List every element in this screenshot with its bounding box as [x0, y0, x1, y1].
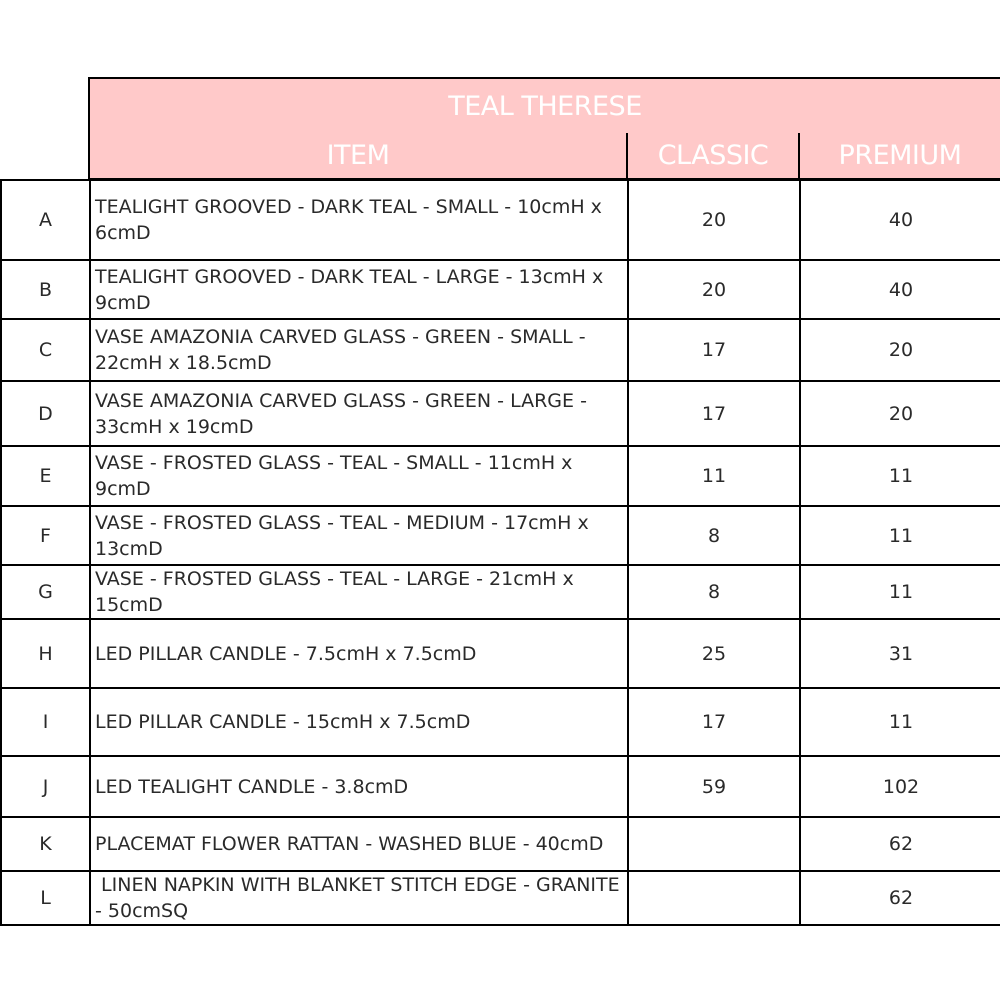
row-letter: J: [1, 756, 90, 817]
row-item: PLACEMAT FLOWER RATTAN - WASHED BLUE - 40cmD: [90, 817, 628, 871]
table-row: [1, 619, 1000, 688]
row-premium: 62: [800, 871, 1000, 925]
row-classic: 20: [628, 180, 800, 260]
row-classic: 59: [628, 756, 800, 817]
row-letter: D: [1, 381, 90, 446]
row-letter: L: [1, 871, 90, 925]
row-premium: 40: [800, 180, 1000, 260]
price-table-body: [1, 180, 1000, 925]
row-letter: I: [1, 688, 90, 756]
row-item: LED TEALIGHT CANDLE - 3.8cmD: [90, 756, 628, 817]
row-classic: [628, 871, 800, 925]
row-item: LINEN NAPKIN WITH BLANKET STITCH EDGE - GRANITE - 50cmSQ: [90, 871, 628, 925]
row-item: VASE AMAZONIA CARVED GLASS - GREEN - SMALL - 22cmH x 18.5cmD: [90, 319, 628, 381]
row-premium: 40: [800, 260, 1000, 319]
row-classic: 17: [628, 381, 800, 446]
table-row: [1, 381, 1000, 446]
column-header-premium: PREMIUM: [838, 140, 962, 171]
row-letter: F: [1, 506, 90, 565]
table-row: [1, 565, 1000, 619]
row-item: TEALIGHT GROOVED - DARK TEAL - LARGE - 13cmH x 9cmD: [90, 260, 628, 319]
row-letter: C: [1, 319, 90, 381]
table-row: [1, 260, 1000, 319]
row-premium: 11: [800, 688, 1000, 756]
column-header-row: [88, 133, 1000, 180]
row-classic: 8: [628, 506, 800, 565]
row-classic: 11: [628, 446, 800, 506]
table-row: [1, 506, 1000, 565]
row-letter: K: [1, 817, 90, 871]
table-row: [1, 871, 1000, 925]
row-premium: 31: [800, 619, 1000, 688]
row-letter: A: [1, 180, 90, 260]
row-item: VASE AMAZONIA CARVED GLASS - GREEN - LARGE - 33cmH x 19cmD: [90, 381, 628, 446]
column-header-classic: CLASSIC: [628, 133, 800, 178]
table-row: [1, 319, 1000, 381]
row-premium: 11: [800, 446, 1000, 506]
row-letter: G: [1, 565, 90, 619]
row-premium: 11: [800, 565, 1000, 619]
row-letter: E: [1, 446, 90, 506]
row-classic: 8: [628, 565, 800, 619]
table-row: [1, 446, 1000, 506]
row-premium: 102: [800, 756, 1000, 817]
row-item: LED PILLAR CANDLE - 15cmH x 7.5cmD: [90, 688, 628, 756]
table-row: [1, 180, 1000, 260]
row-classic: 17: [628, 319, 800, 381]
row-classic: 20: [628, 260, 800, 319]
row-classic: 25: [628, 619, 800, 688]
table-title-text: TEAL THERESE: [448, 90, 642, 122]
row-item: TEALIGHT GROOVED - DARK TEAL - SMALL - 10cmH x 6cmD: [90, 180, 628, 260]
table-title: [88, 77, 1000, 135]
row-premium: 20: [800, 381, 1000, 446]
price-table: [0, 179, 1000, 926]
row-item: VASE - FROSTED GLASS - TEAL - SMALL - 11cmH x 9cmD: [90, 446, 628, 506]
table-row: [1, 756, 1000, 817]
row-premium: 20: [800, 319, 1000, 381]
row-premium: 62: [800, 817, 1000, 871]
row-item: VASE - FROSTED GLASS - TEAL - MEDIUM - 17cmH x 13cmD: [90, 506, 628, 565]
row-item: LED PILLAR CANDLE - 7.5cmH x 7.5cmD: [90, 619, 628, 688]
column-header-item: ITEM: [90, 133, 628, 178]
row-letter: B: [1, 260, 90, 319]
table-row: [1, 817, 1000, 871]
row-letter: H: [1, 619, 90, 688]
row-item: VASE - FROSTED GLASS - TEAL - LARGE - 21cmH x 15cmD: [90, 565, 628, 619]
row-classic: [628, 817, 800, 871]
row-classic: 17: [628, 688, 800, 756]
row-premium: 11: [800, 506, 1000, 565]
table-row: [1, 688, 1000, 756]
